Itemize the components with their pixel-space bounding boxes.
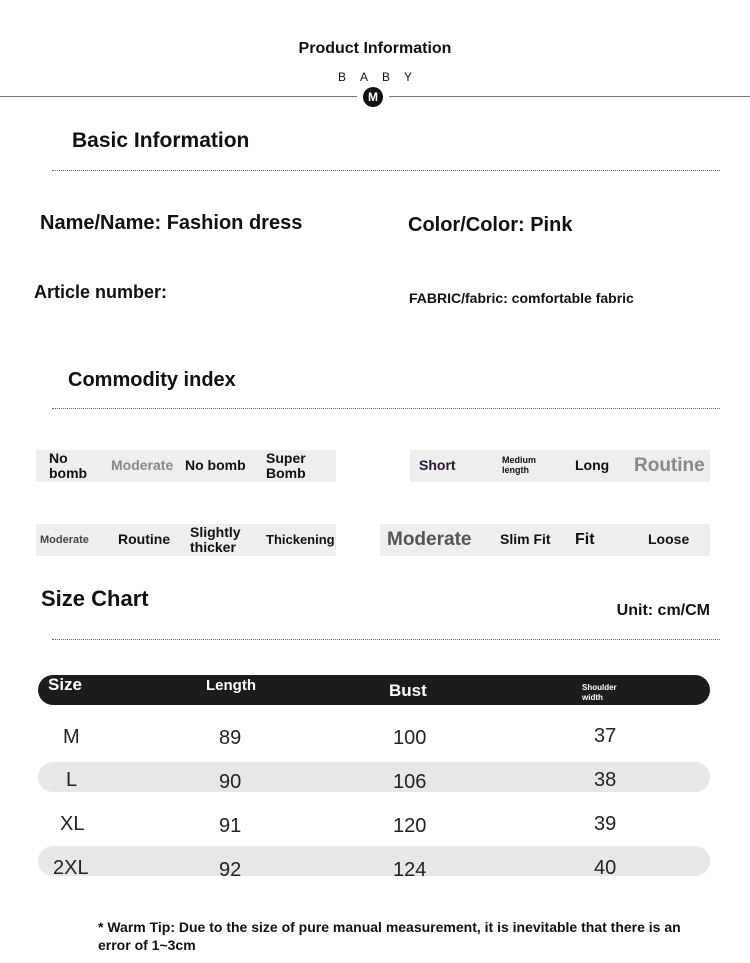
elasticity-option: No bomb [49, 449, 88, 481]
length-option: Long [575, 457, 610, 474]
cell-length: 90 [219, 771, 242, 793]
header-length: Length [206, 677, 256, 694]
cell-bust: 106 [393, 771, 427, 793]
cell-size: M [63, 726, 80, 748]
thickness-option: Routine [118, 531, 171, 548]
length-scale [410, 450, 710, 482]
cell-bust: 124 [393, 859, 427, 881]
size-table-header [38, 675, 710, 705]
header-bust: Bust [389, 681, 427, 700]
header-shoulder-width: Shoulder width [582, 683, 617, 702]
length-option: Routine [634, 454, 705, 476]
length-option: Short [419, 457, 456, 474]
thickness-option: Slightly thicker [190, 523, 241, 555]
cell-shoulder: 39 [594, 813, 617, 835]
cell-size: L [66, 769, 78, 791]
basic-info-title: Basic Information [72, 129, 250, 152]
page-title: Product Information [298, 40, 452, 57]
header-size: Size [48, 675, 83, 694]
brand-subtitle: BABY [337, 70, 426, 84]
cell-size: 2XL [53, 857, 89, 879]
cell-bust: 100 [393, 727, 427, 749]
size-chart-divider [52, 639, 720, 640]
cell-bust: 120 [393, 815, 427, 837]
elasticity-option: Moderate [111, 457, 174, 474]
cell-shoulder: 37 [594, 725, 617, 747]
elasticity-option: Super Bomb [266, 449, 306, 481]
thickness-option: Moderate [40, 533, 89, 546]
cell-length: 89 [219, 727, 242, 749]
size-chart-title: Size Chart [41, 586, 149, 611]
thickness-option: Thickening [266, 531, 335, 547]
elasticity-scale [36, 450, 336, 482]
fit-option: Fit [575, 531, 595, 549]
cell-shoulder: 40 [594, 857, 617, 879]
fit-option: Moderate [387, 528, 472, 550]
product-color: Color/Color: Pink [408, 214, 573, 236]
cell-size: XL [60, 813, 85, 835]
brand-badge: M [363, 87, 383, 107]
thickness-scale [36, 524, 336, 556]
fit-option: Slim Fit [500, 531, 551, 548]
length-option: Medium length [502, 455, 537, 475]
product-fabric: FABRIC/fabric: comfortable fabric [409, 290, 634, 306]
commodity-index-title: Commodity index [68, 369, 236, 391]
warm-tip: * Warm Tip: Due to the size of pure manual measurement, it is inevitable that there is an error of 1~3cm [98, 919, 681, 953]
cell-shoulder: 38 [594, 769, 617, 791]
fit-scale [380, 524, 710, 556]
commodity-index-divider [52, 408, 720, 409]
elasticity-option: No bomb [185, 457, 246, 474]
cell-length: 91 [219, 815, 242, 837]
article-number: Article number: [34, 282, 168, 302]
product-name: Name/Name: Fashion dress [40, 212, 303, 234]
basic-info-divider [52, 170, 720, 171]
fit-option: Loose [648, 531, 690, 548]
size-chart-unit: Unit: cm/CM [616, 602, 710, 619]
cell-length: 92 [219, 859, 242, 881]
